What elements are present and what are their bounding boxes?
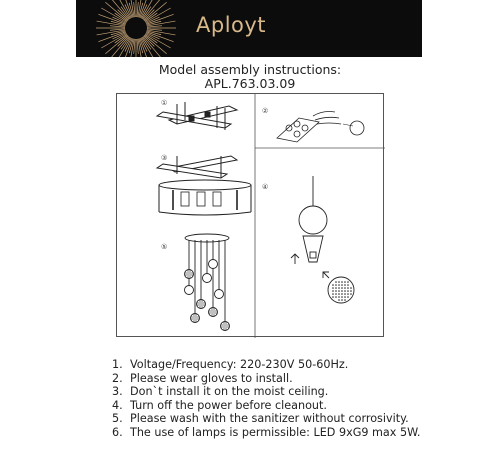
- instruction-item: 3. Don`t install it on the moist ceiling.: [112, 385, 329, 399]
- assembly-diagram-panel: [116, 93, 384, 337]
- step-number-1: ①: [161, 99, 168, 107]
- model-number: APL.763.03.09: [204, 76, 296, 91]
- instruction-item: 4. Turn off the power before cleanout.: [112, 398, 327, 412]
- canopy-mounting-illustration: [157, 156, 251, 215]
- chandelier-overview-illustration: [185, 234, 230, 331]
- brand-name: Aployt: [196, 13, 267, 37]
- sunburst-logo-icon: [76, 0, 196, 57]
- instruction-item: 1. Voltage/Frequency: 220-230V 50-60Hz.: [112, 358, 349, 371]
- step-number-5: ⑤: [161, 243, 168, 251]
- brand-banner: [76, 0, 422, 57]
- page-title: Model assembly instructions:: [158, 62, 342, 77]
- step-number-2: ②: [262, 107, 269, 115]
- step-number-3: ③: [161, 154, 168, 162]
- wiring-terminal-illustration: [277, 112, 364, 143]
- instructions-list: [112, 358, 420, 440]
- instruction-item: 6. The use of lamps is permissible: LED 9xG9 max 5W.: [112, 425, 421, 439]
- bulb-installation-illustration: [291, 176, 354, 303]
- instruction-item: 5. Please wash with the sanitizer without corrosivity.: [112, 412, 409, 426]
- step-number-4: ④: [262, 183, 269, 191]
- assembly-diagram: [117, 94, 385, 338]
- instruction-item: 2. Please wear gloves to install.: [112, 371, 293, 385]
- mounting-bracket-illustration: [157, 102, 237, 130]
